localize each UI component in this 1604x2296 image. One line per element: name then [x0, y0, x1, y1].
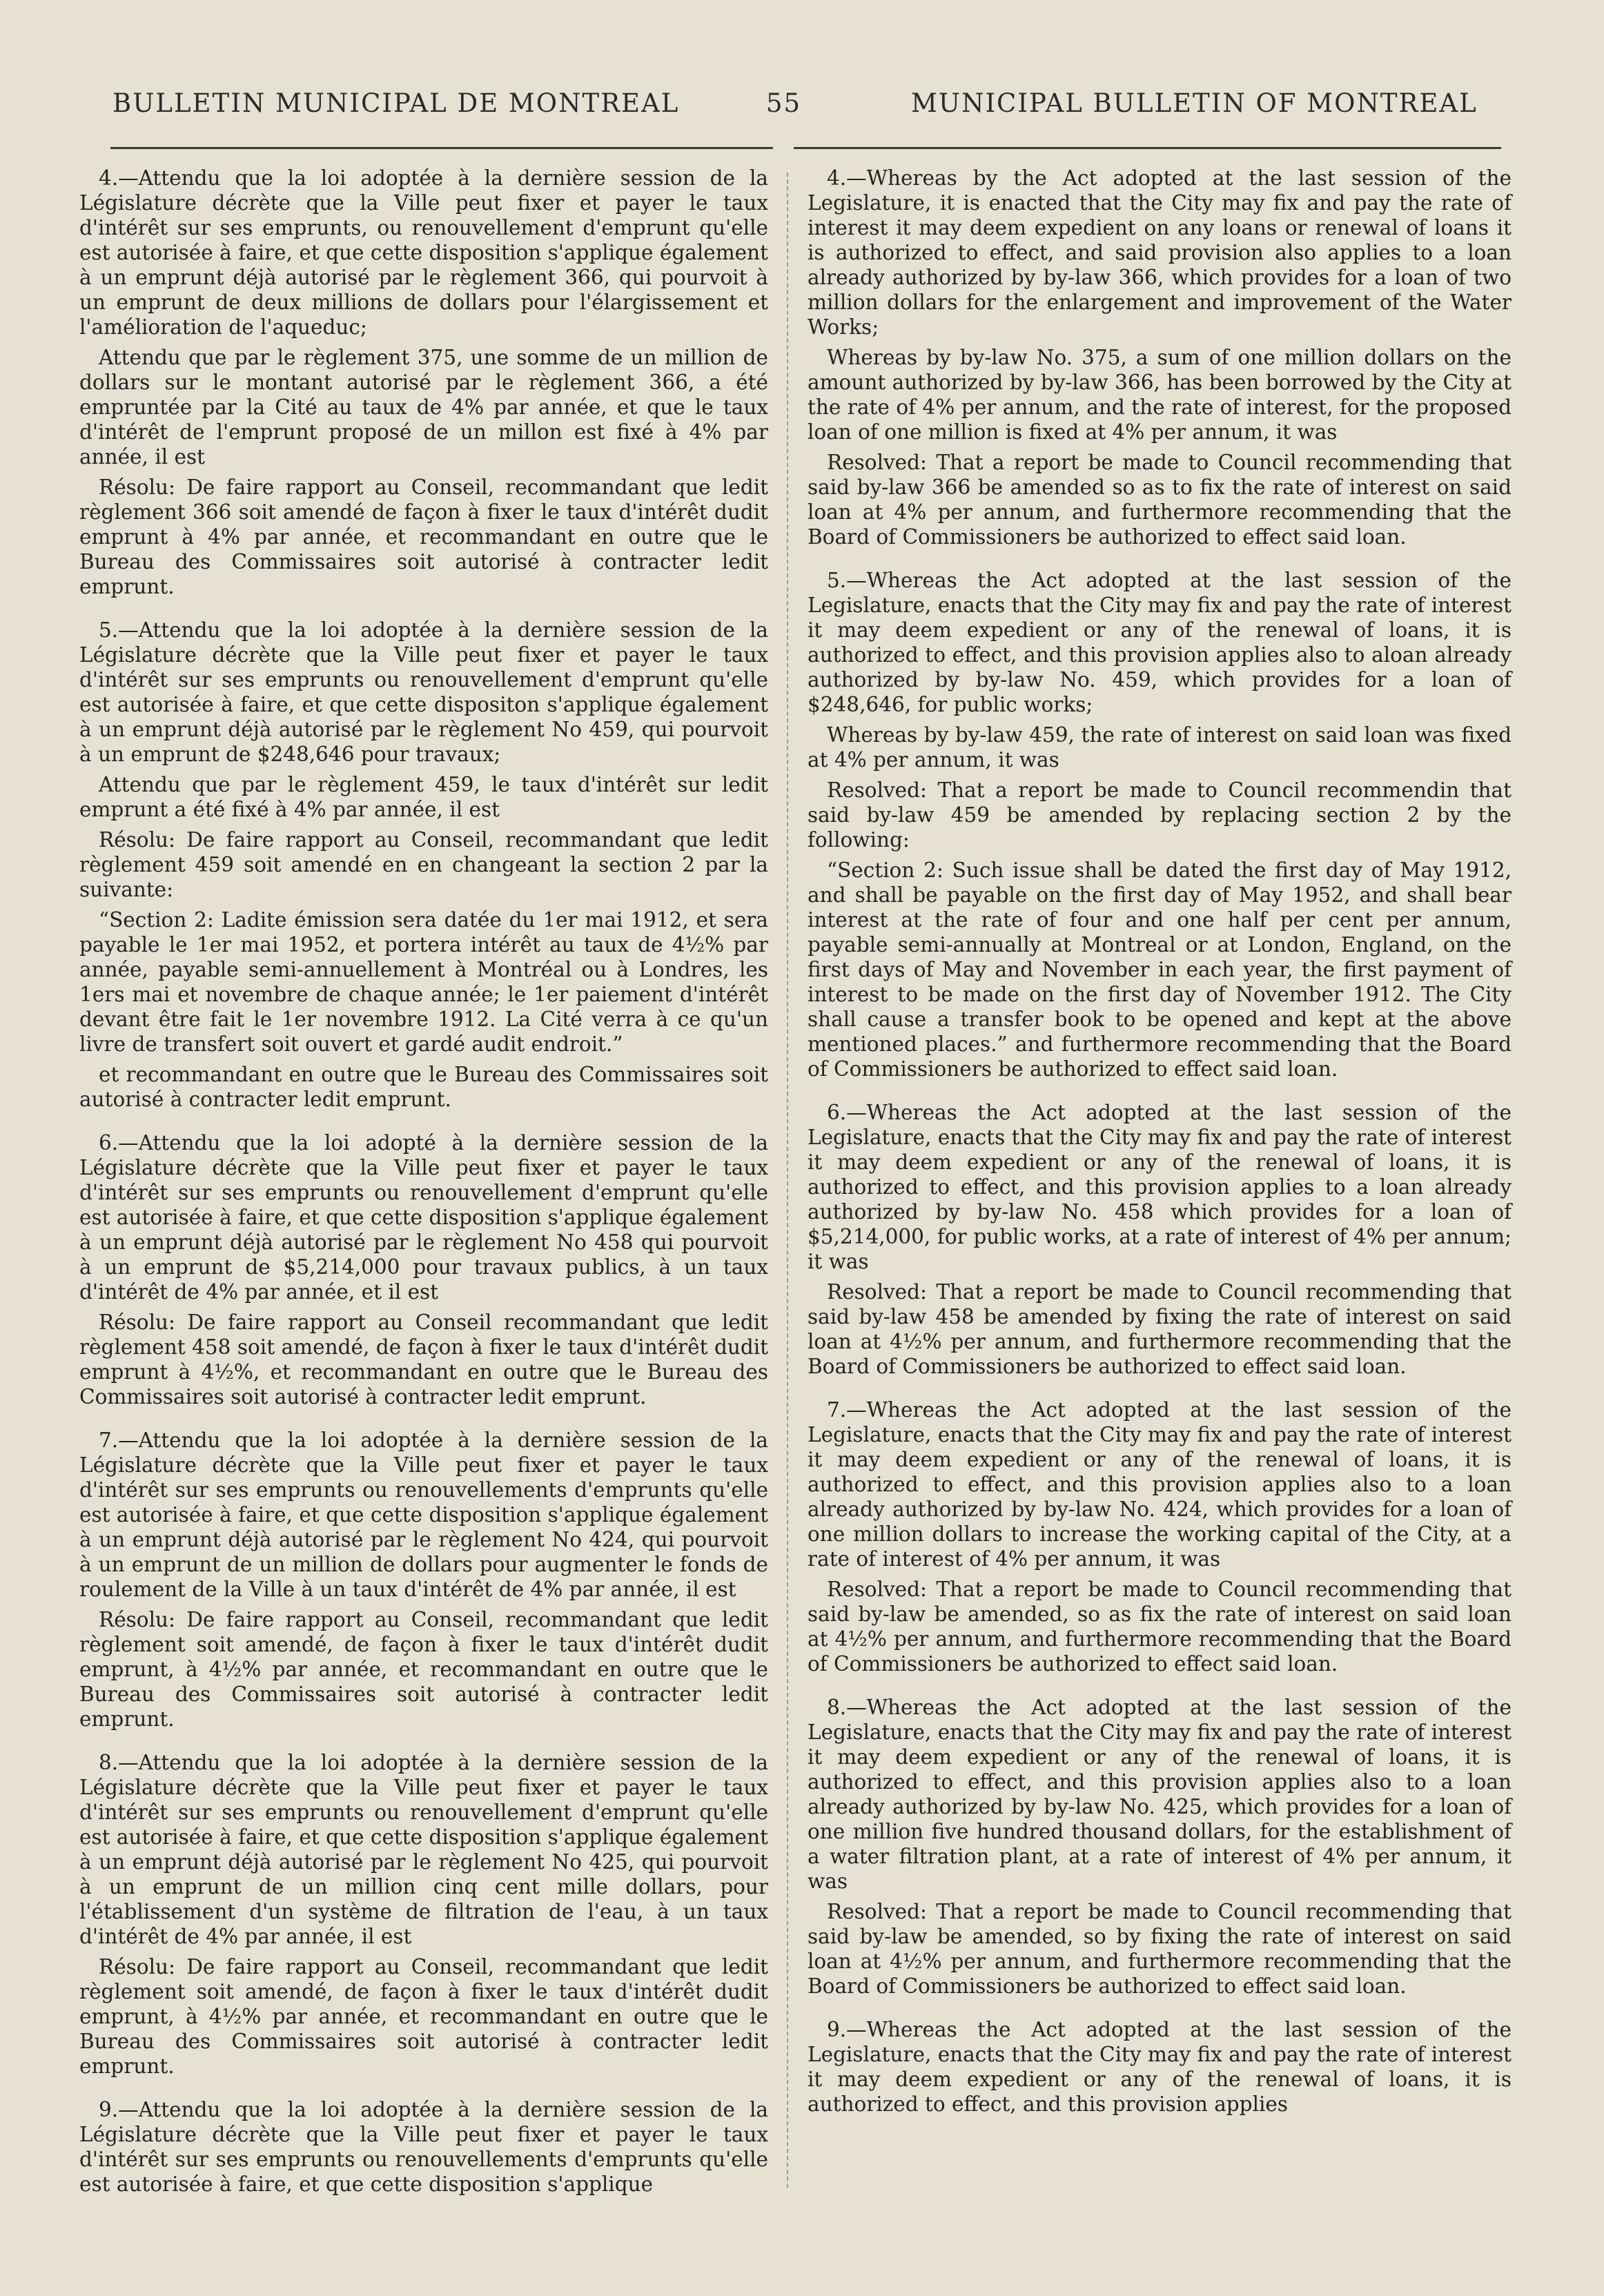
para-fr-8: 8.—Attendu que la loi adoptée à la dernière session de la Législature décrète que la Ville peut fixer et payer le taux d'intérêt sur ses emprunts ou renouvellement d'emprunt qu'elle est autorisée à faire, et que cette disposition s'applique également à un emprunt déjà autorisé par le règlement No 425, qui pourvoit à un emprunt de un million cinq cent mille dollars, pour l'établissement d'un système de filtration de l'eau, à un taux d'intérêt de 4% par année, il est	[79, 1751, 768, 1948]
para-fr-7: 7.—Attendu que la loi adoptée à la dernière session de la Législature décrète que la Ville peut fixer et payer le taux d'intérêt sur ses emprunts ou renouvellements d'emprunts qu'elle est autorisée à faire, et que cette disposition s'applique également à un emprunt déjà autorisé par le règlement No 424, qui pourvoit à un emprunt de un million de dollars pour augmenter le fonds de roulement de la Ville à un taux d'intérêt de 4% par année, il est	[79, 1429, 768, 1601]
para-fr-5-section: “Section 2: Ladite émission sera datée du 1er mai 1912, et sera payable le 1er mai 1952, et portera intérêt au taux de 4½% par année, payable semi-annuellement à Montréal ou à Londres, les 1ers mai et novembre de chaque année; le 1er paiement d'intérêt devant être fait le 1er novembre 1912. La Cité verra à ce qu'un livre de transfert soit ouvert et gardé audit endroit.”	[79, 908, 768, 1056]
para-fr-4: 4.—Attendu que la loi adoptée à la dernière session de la Législature décrète que la Ville peut fixer et payer le taux d'intérêt sur ses emprunts, ou renouvellement d'emprunt qu'elle est autorisée à faire, et que cette disposition s'applique également à un emprunt déjà autorisé par le règlement 366, qui pourvoit à un emprunt de deux millions de dollars pour l'élargissement et l'amélioration de l'aqueduc;	[79, 166, 768, 339]
para-en-8: 8.—Whereas the Act adopted at the last session of the Legislature, enacts that the City may fix and pay the rate of interest it may deem expedient or any of the renewal of loans, it is authorized to effect, and this provision applies also to a loan already authorized by by-law No. 425, which provides for a loan of one million five hundred thousand dollars, for the establishment of a water filtration plant, at a rate of interest of 4% per annum, it was	[808, 1696, 1512, 1893]
para-fr-7-resolved: Résolu: De faire rapport au Conseil, recommandant que ledit règlement soit amendé, de façon à fixer le taux d'intérêt dudit emprunt, à 4½% par année, et recommandant en outre que le Bureau des Commissaires soit autorisé à contracter ledit emprunt.	[79, 1608, 768, 1731]
para-fr-6: 6.—Attendu que la loi adopté à la dernière session de la Législature décrète que la Ville peut fixer et payer le taux d'intérêt sur ses emprunts ou renouvellement d'emprunt qu'elle est autorisée à faire, et que cette disposition s'applique également à un emprunt déjà autorisé par le règlement No 458 qui pourvoit à un emprunt de $5,214,000 pour travaux publics, à un taux d'intérêt de 4% par année, et il est	[79, 1131, 768, 1304]
para-fr-5-resolved: Résolu: De faire rapport au Conseil, recommandant que ledit règlement 459 soit amendé en en changeant la section 2 par la suivante:	[79, 828, 768, 901]
para-en-7: 7.—Whereas the Act adopted at the last session of the Legislature, enacts that the City may fix and pay the rate of interest it may deem expedient or any of the renewal of loans, it is authorized to effect, and this provision applies also to a loan already authorized by by-law No. 424, which provides for a loan of one million dollars to increase the working capital of the City, at a rate of interest of 4% per annum, it was	[808, 1398, 1512, 1571]
header-title-french: BULLETIN MUNICIPAL DE MONTREAL	[113, 88, 680, 118]
para-en-8-resolved: Resolved: That a report be made to Council recommending that said by-law be amended, so by fixing the rate of interest on said loan at 4½% per annum, and furthermore recommending that the Board of Commissioners be authorized to effect said loan.	[808, 1900, 1512, 1998]
page-number: 55	[766, 88, 802, 118]
para-en-4-whereas: Whereas by by-law No. 375, a sum of one million dollars on the amount authorized by by-law 366, has been borrowed by the City at the rate of 4% per annum, and the rate of interest, for the proposed loan of one million is fixed at 4% per annum, it was	[808, 346, 1512, 444]
header-title-english: MUNICIPAL BULLETIN OF MONTREAL	[911, 88, 1478, 118]
para-en-6-resolved: Resolved: That a report be made to Council recommending that said by-law 458 be amended by fixing the rate of interest on said loan at 4½% per annum, and furthermore recommending that the Board of Commissioners be authorized to effect said loan.	[808, 1280, 1512, 1378]
para-en-5-section: “Section 2: Such issue shall be dated the first day of May 1912, and shall be payable on the first day of May 1952, and shall bear interest at the rate of four and one half per cent per annum, payable semi-annually at Montreal or at London, England, on the first days of May and November in each year, the first payment of interest to be made on the first day of November 1912. The City shall cause a transfer book to be opened and kept at the above mentioned places.” and furthermore recommending that the Board of Commissioners be authorized to effect said loan.	[808, 858, 1512, 1081]
para-fr-8-resolved: Résolu: De faire rapport au Conseil, recommandant que ledit règlement soit amendé, de façon à fixer le taux d'intérêt dudit emprunt, à 4½% par année, et recommandant en outre que le Bureau des Commissaires soit autorisé à contracter ledit emprunt.	[79, 1955, 768, 2078]
para-fr-4-whereas: Attendu que par le règlement 375, une somme de un million de dollars sur le montant autorisé par le règlement 366, a été empruntée par la Cité au taux de 4% par année, et que le taux d'intérêt de l'emprunt proposé de un millon est fixé à 4% par année, il est	[79, 346, 768, 469]
para-en-5: 5.—Whereas the Act adopted at the last session of the Legislature, enacts that the City may fix and pay the rate of interest it may deem expedient or any of the renewal of loans, it is authorized to effect, and this provision applies also to aloan already authorized by by-law No. 459, which provides for a loan of $248,646, for public works;	[808, 569, 1512, 716]
para-en-7-resolved: Resolved: That a report be made to Council recommending that said by-law be amended, so as fix the rate of interest on said loan at 4½% per annum, and furthermore recommending that the Board of Commissioners be authorized to effect said loan.	[808, 1578, 1512, 1676]
english-column	[808, 166, 1512, 2122]
para-fr-4-resolved: Résolu: De faire rapport au Conseil, recommandant que ledit règlement 366 soit amendé de façon à fixer le taux d'intérêt dudit emprunt à 4% par année, et recommandant en outre que le Bureau des Commissaires soit autorisé à contracter ledit emprunt.	[79, 475, 768, 598]
para-fr-5: 5.—Attendu que la loi adoptée à la dernière session de la Législature décrète que la Ville peut fixer et payer le taux d'intérêt sur ses emprunts ou renouvellement d'emprunt qu'elle est autorisée à faire, et que cette dispositon s'applique également à un emprunt déjà autorisé par le règlement No 459, qui pourvoit à un emprunt de $248,646 pour travaux;	[79, 618, 768, 766]
para-fr-9: 9.—Attendu que la loi adoptée à la dernière session de la Législature décrète que la Ville peut fixer et payer le taux d'intérêt sur ses emprunts ou renouvellements d'emprunts qu'elle est autorisée à faire, et que cette disposition s'applique	[79, 2098, 768, 2196]
column-divider	[787, 173, 788, 2188]
para-en-5-whereas: Whereas by by-law 459, the rate of interest on said loan was fixed at 4% per annum, it was	[808, 723, 1512, 772]
header-rule-left	[110, 147, 773, 149]
para-fr-6-resolved: Résolu: De faire rapport au Conseil recommandant que ledit règlement 458 soit amendé, de façon à fixer le taux d'intérêt dudit emprunt à 4½%, et recommandant en outre que le Bureau des Commissaires soit autorisé à contracter ledit emprunt.	[79, 1311, 768, 1409]
para-en-4: 4.—Whereas by the Act adopted at the last session of the Legislature, it is enacted that the City may fix and pay the rate of interest it may deem expedient on any loans or renewal of loans it is authorized to effect, and said provision also applies to a loan already authorized by by-law 366, which provides for a loan of two million dollars for the enlargement and improvement of the Water Works;	[808, 166, 1512, 339]
para-en-6: 6.—Whereas the Act adopted at the last session of the Legislature, enacts that the City may fix and pay the rate of interest it may deem expedient or any of the renewal of loans, it is authorized to effect, and this provision applies to a loan already authorized by by-law No. 458 which provides for a loan of $5,214,000, for public works, at a rate of interest of 4% per annum; it was	[808, 1101, 1512, 1273]
french-column	[79, 166, 768, 2202]
para-en-4-resolved: Resolved: That a report be made to Council recommending that said by-law 366 be amended so as to fix the rate of interest on said loan at 4% per annum, and furthermore recommending that the Board of Commissioners be authorized to effect said loan.	[808, 451, 1512, 549]
para-fr-5-recommend: et recommandant en outre que le Bureau des Commissaires soit autorisé à contracter ledit emprunt.	[79, 1063, 768, 1111]
header-rule-right	[794, 147, 1501, 149]
para-fr-5-whereas: Attendu que par le règlement 459, le taux d'intérêt sur ledit emprunt a été fixé à 4% par année, il est	[79, 773, 768, 821]
para-en-9: 9.—Whereas the Act adopted at the last session of the Legislature, enacts that the City may fix and pay the rate of interest it may deem expedient or any of the renewal of loans, it is authorized to effect, and this provision applies	[808, 2018, 1512, 2116]
para-en-5-resolved: Resolved: That a report be made to Council recommendin that said by-law 459 be amended by replacing section 2 by the following:	[808, 778, 1512, 852]
